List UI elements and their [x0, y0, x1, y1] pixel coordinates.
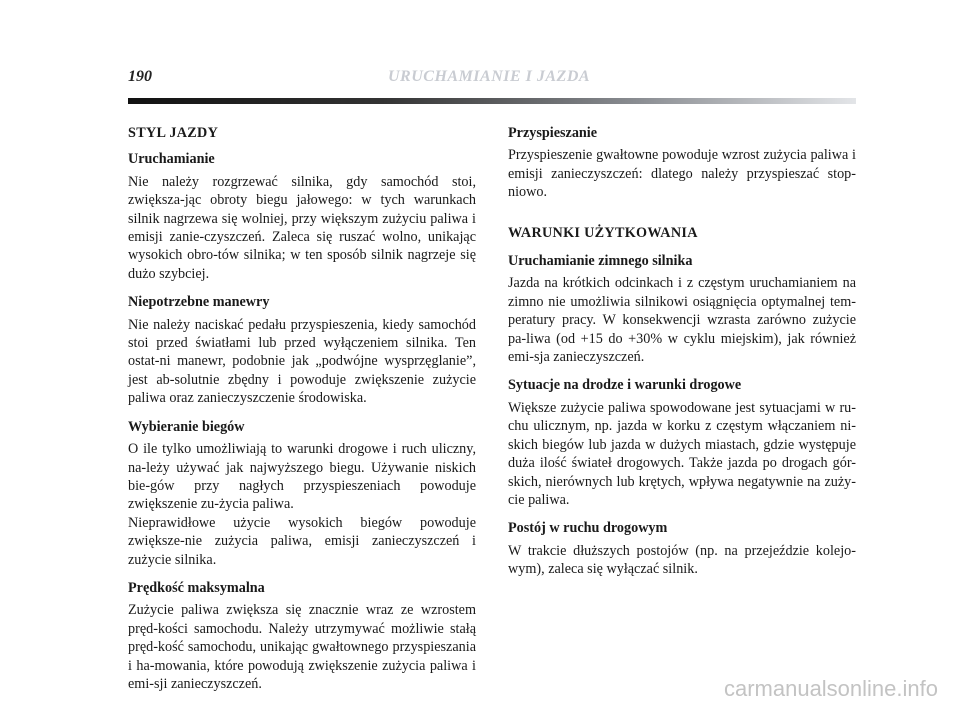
text-acceleration: Przyspieszenie gwałtowne powoduje wzrost zużycia paliwa i emisji zanieczyszczeń: dlatego należy przyspieszać stop-niowo.	[508, 147, 856, 201]
text-traffic-stop: W trakcie dłuższych postojów (np. na przejeździe kolejo-wym), zaleca się wyłączać silnik.	[508, 542, 856, 578]
text-max-speed: Zużycie paliwa zwiększa się znacznie wraz ze wzrostem pręd-kości samochodu. Należy utrzymywać możliwie stałą pręd-kość samochodu, unikając gwałtownego przyspieszania i ha-mowania, które powodują zwiększenie zużycia paliwa i emi-sji zanieczyszczeń.	[128, 602, 476, 692]
heading-starting: Uruchamianie	[128, 151, 215, 168]
section-traffic-stop	[508, 519, 856, 578]
section-max-speed	[128, 579, 476, 693]
left-column	[128, 124, 476, 703]
section-title-usage-conditions: WARUNKI UŻYTKOWANIA	[508, 224, 698, 241]
heading-road-conditions: Sytuacje na drodze i warunki drogowe	[508, 377, 742, 394]
text-gear-selection: O ile tylko umożliwiają to warunki drogowe i ruch uliczny, na-leży używać jak najwyższego biegu. Używanie niskich bie-gów przy nagłych przyspieszeniach powoduje zwiększenie zu-życia paliwa.	[128, 441, 476, 513]
heading-cold-start: Uruchamianie zimnego silnika	[508, 253, 693, 270]
heading-acceleration: Przyspieszanie	[508, 125, 598, 141]
heading-unnecessary-maneuvers: Niepotrzebne manewry	[128, 294, 270, 311]
section-title-driving-style: STYL JAZDY	[128, 125, 219, 141]
text-unnecessary-maneuvers: Nie należy naciskać pedału przyspieszenia, kiedy samochód stoi przed światłami lub przed wyłączeniem silnika. Ten ostat-ni manewr, podobnie jak „podwójne wysprzęglanie”, jest ab-solutnie zbędny i powoduje zwiększenie zużycie paliwa oraz zanieczyszczenie środowiska.	[128, 316, 476, 407]
heading-max-speed: Prędkość maksymalna	[128, 579, 265, 596]
text-starting: Nie należy rozgrzewać silnika, gdy samochód stoi, zwiększa-jąc obroty biegu jałowego: w tych warunkach silnik nagrzewa się wolniej, przy większym zużyciu paliwa i emisji zanie-czyszczeń. Zaleca się ruszać wolno, unikając wysokich obro-tów silnika; w ten sposób silnik nagrzeje się dużo szybciej.	[128, 173, 476, 282]
running-header: URUCHAMIANIE I JAZDA	[388, 68, 591, 85]
watermark: carmanualsonline.info	[723, 676, 938, 701]
section-cold-start	[508, 252, 856, 366]
section-acceleration	[508, 124, 856, 202]
heading-gear-selection: Wybieranie biegów	[128, 418, 245, 435]
right-column	[508, 124, 856, 589]
text-road-conditions: Większe zużycie paliwa spowodowane jest sytuacjami w ru-chu ulicznym, np. jazda w korku z częstym włączaniem ni-skich biegów lub jazda w dużych miastach, gdzie występuje duża ilość świateł drogowych. Także jazda po drogach gór-skich, nierównych lub krętych, wpływa negatywnie na zuży-cie paliwa.	[508, 399, 856, 508]
heading-traffic-stop: Postój w ruchu drogowym	[508, 520, 668, 537]
text-gear-selection-2: Nieprawidłowe użycie wysokich biegów powoduje zwiększe-nie zużycia paliwa, emisji zanieczyszczeń i zużycie silnika.	[128, 514, 476, 568]
section-gear-selection	[128, 418, 476, 569]
section-road-conditions	[508, 376, 856, 509]
section-unnecessary-maneuvers	[128, 293, 476, 407]
page-number: 190	[128, 68, 152, 85]
section-starting	[128, 150, 476, 283]
header-rule	[128, 98, 856, 104]
text-cold-start: Jazda na krótkich odcinkach i z częstym uruchamianiem na zimno nie umożliwia silnikowi osiągnięcia optymalnej tem-peratury pracy. W konsekwencji wzrasta zarówno zużycie pa-liwa (od +15 do +30% w cyklu miejskim), jak również emi-sja zanieczyszczeń.	[508, 275, 856, 366]
